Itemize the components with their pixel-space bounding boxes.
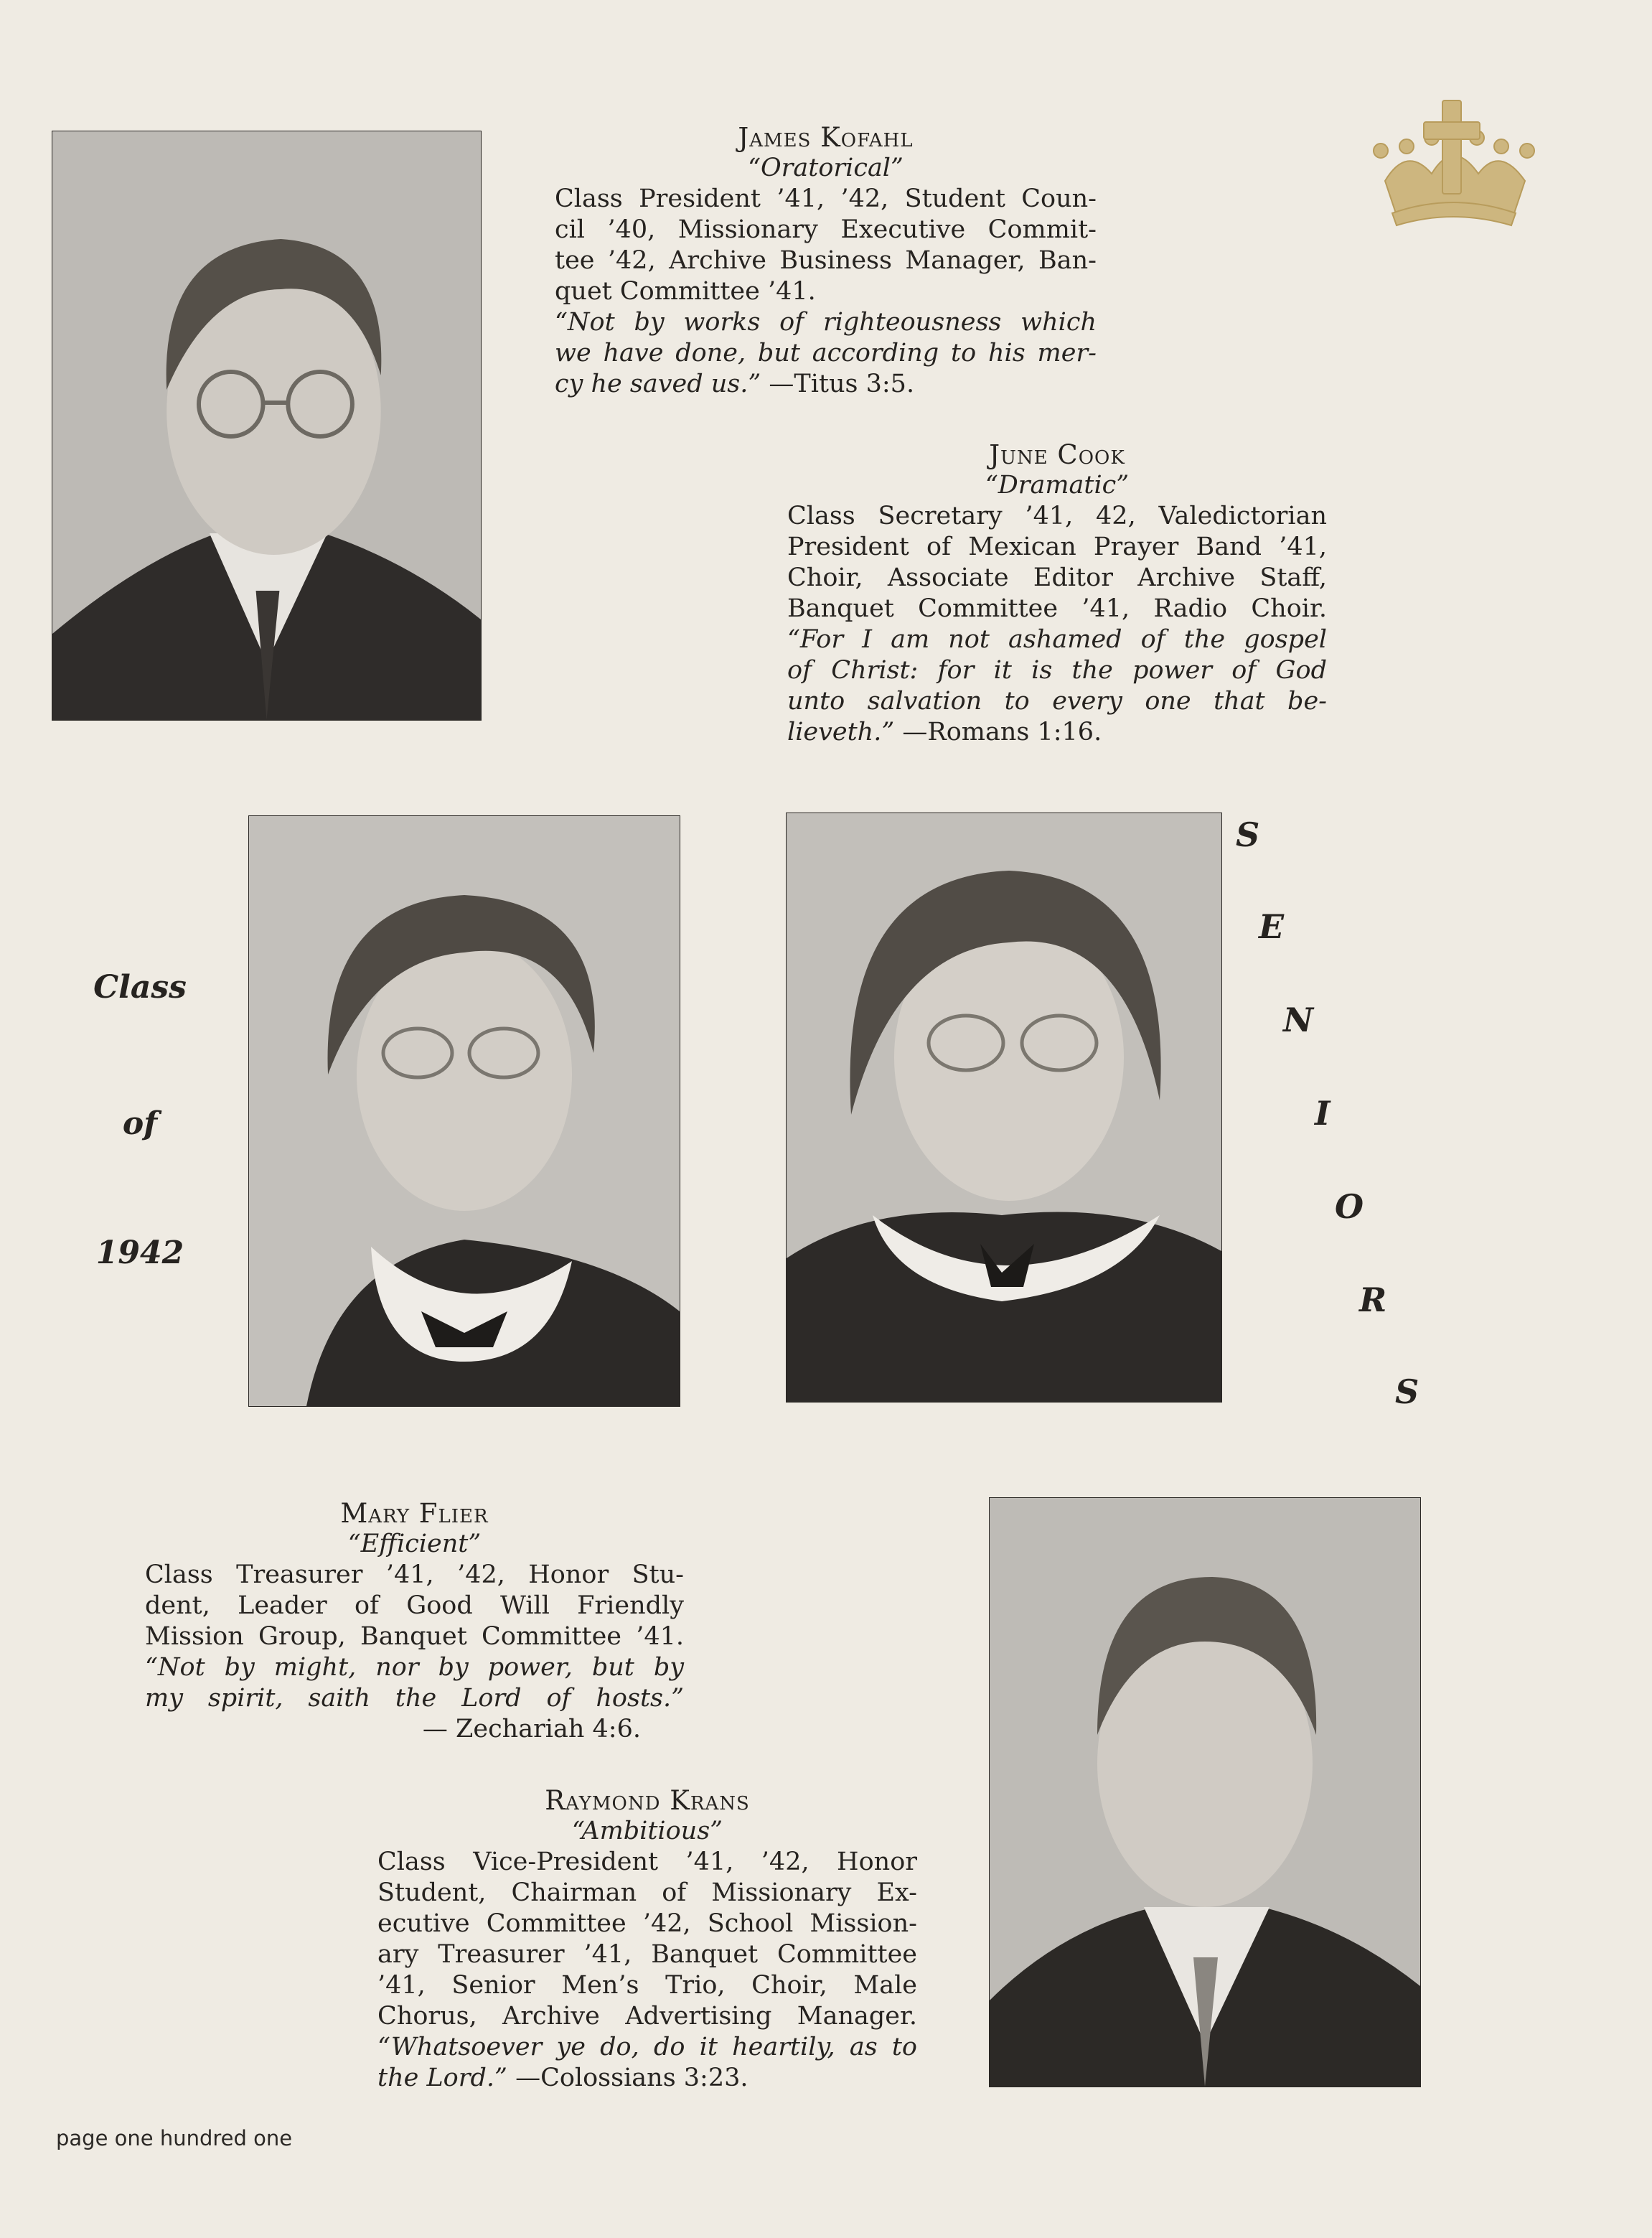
bio-line: Class Secretary ’41, 42, Valedictorian — [787, 502, 1327, 530]
senior-name: Raymond Krans — [545, 1785, 750, 1816]
bio-line: Class President ’41, ’42, Student Coun- — [555, 184, 1097, 213]
senior-nickname: “Dramatic” — [985, 471, 1130, 500]
seniors-letter: O — [1335, 1187, 1364, 1226]
quote-line: “Not by works of righteousness which — [555, 308, 1097, 337]
seniors-letter: I — [1315, 1094, 1330, 1133]
bio-line: dent, Leader of Good Will Friendly — [145, 1591, 684, 1620]
seniors-letter: S — [1395, 1372, 1419, 1411]
bio-raymond-krans — [377, 1785, 917, 2094]
bio-line: Mission Group, Banquet Committee ’41. — [145, 1622, 684, 1651]
seniors-letter: N — [1283, 1001, 1314, 1039]
senior-name: James Kofahl — [738, 122, 914, 153]
quote-line: we have done, but according to his mer- — [555, 339, 1097, 367]
senior-name: Mary Flier — [340, 1498, 489, 1529]
quote-final-line — [377, 2063, 917, 2094]
bio-line: Student, Chairman of Missionary Ex- — [377, 1878, 917, 1907]
seniors-letter: S — [1236, 815, 1260, 854]
quote-final-line — [787, 717, 1327, 748]
scripture-citation: —Romans 1:16. — [902, 718, 1102, 746]
bio-line: ’41, Senior Men’s Trio, Choir, Male — [377, 1971, 917, 2000]
senior-nickname: “Efficient” — [347, 1530, 482, 1558]
scripture-citation: — Zechariah 4:6. — [422, 1715, 641, 1743]
bio-line: Banquet Committee ’41, Radio Choir. — [787, 594, 1327, 623]
year-label: 1942 — [95, 1235, 184, 1271]
bio-line: quet Committee ’41. — [555, 277, 816, 306]
senior-nickname: “Ambitious” — [571, 1817, 723, 1845]
bio-line: ecutive Committee ’42, School Mission- — [377, 1909, 917, 1938]
quote-line: the Lord.” — [377, 2064, 507, 2092]
bio-line: Class Vice-President ’41, ’42, Honor — [377, 1848, 917, 1876]
bio-line: tee ’42, Archive Business Manager, Ban- — [555, 246, 1097, 275]
page-number-footer: page one hundred one — [56, 2126, 293, 2150]
crown-with-cross-icon — [1364, 95, 1543, 238]
bio-line: ary Treasurer ’41, Banquet Committee — [377, 1940, 917, 1969]
seniors-letter: R — [1359, 1280, 1387, 1319]
bio-june-cook — [787, 439, 1327, 748]
quote-line: cy he saved us.” — [555, 370, 761, 398]
bio-line: Class Treasurer ’41, ’42, Honor Stu- — [145, 1560, 684, 1589]
quote-line: unto salvation to every one that be- — [787, 687, 1327, 716]
senior-nickname: “Oratorical” — [748, 154, 904, 182]
photo-james-kofahl — [52, 131, 482, 721]
bio-mary-flier — [145, 1498, 684, 1745]
seniors-letter: E — [1259, 907, 1285, 946]
class-label: Class — [93, 969, 187, 1006]
bio-line: cil ’40, Missionary Executive Commit- — [555, 215, 1097, 244]
bio-line: President of Mexican Prayer Band ’41, — [787, 533, 1327, 561]
bio-line: Choir, Associate Editor Archive Staff, — [787, 563, 1327, 592]
senior-name: June Cook — [989, 439, 1125, 470]
quote-final-line — [555, 369, 1097, 400]
quote-line: “Whatsoever ye do, do it heartily, as to — [377, 2033, 917, 2061]
quote-line: of Christ: for it is the power of God — [787, 656, 1327, 685]
photo-mary-flier — [248, 815, 680, 1407]
quote-line: lieveth.” — [787, 718, 895, 746]
quote-line: “For I am not ashamed of the gospel — [787, 625, 1327, 654]
scripture-citation: —Titus 3:5. — [769, 370, 915, 398]
photo-june-cook — [786, 813, 1222, 1403]
of-label: of — [122, 1105, 158, 1142]
photo-raymond-krans — [989, 1497, 1421, 2087]
quote-line: my spirit, saith the Lord of hosts.” — [145, 1684, 684, 1713]
quote-line: “Not by might, nor by power, but by — [145, 1653, 684, 1682]
bio-james-kofahl — [555, 122, 1097, 400]
bio-line: Chorus, Archive Advertising Manager. — [377, 2002, 917, 2031]
scripture-citation: —Colossians 3:23. — [515, 2064, 748, 2092]
